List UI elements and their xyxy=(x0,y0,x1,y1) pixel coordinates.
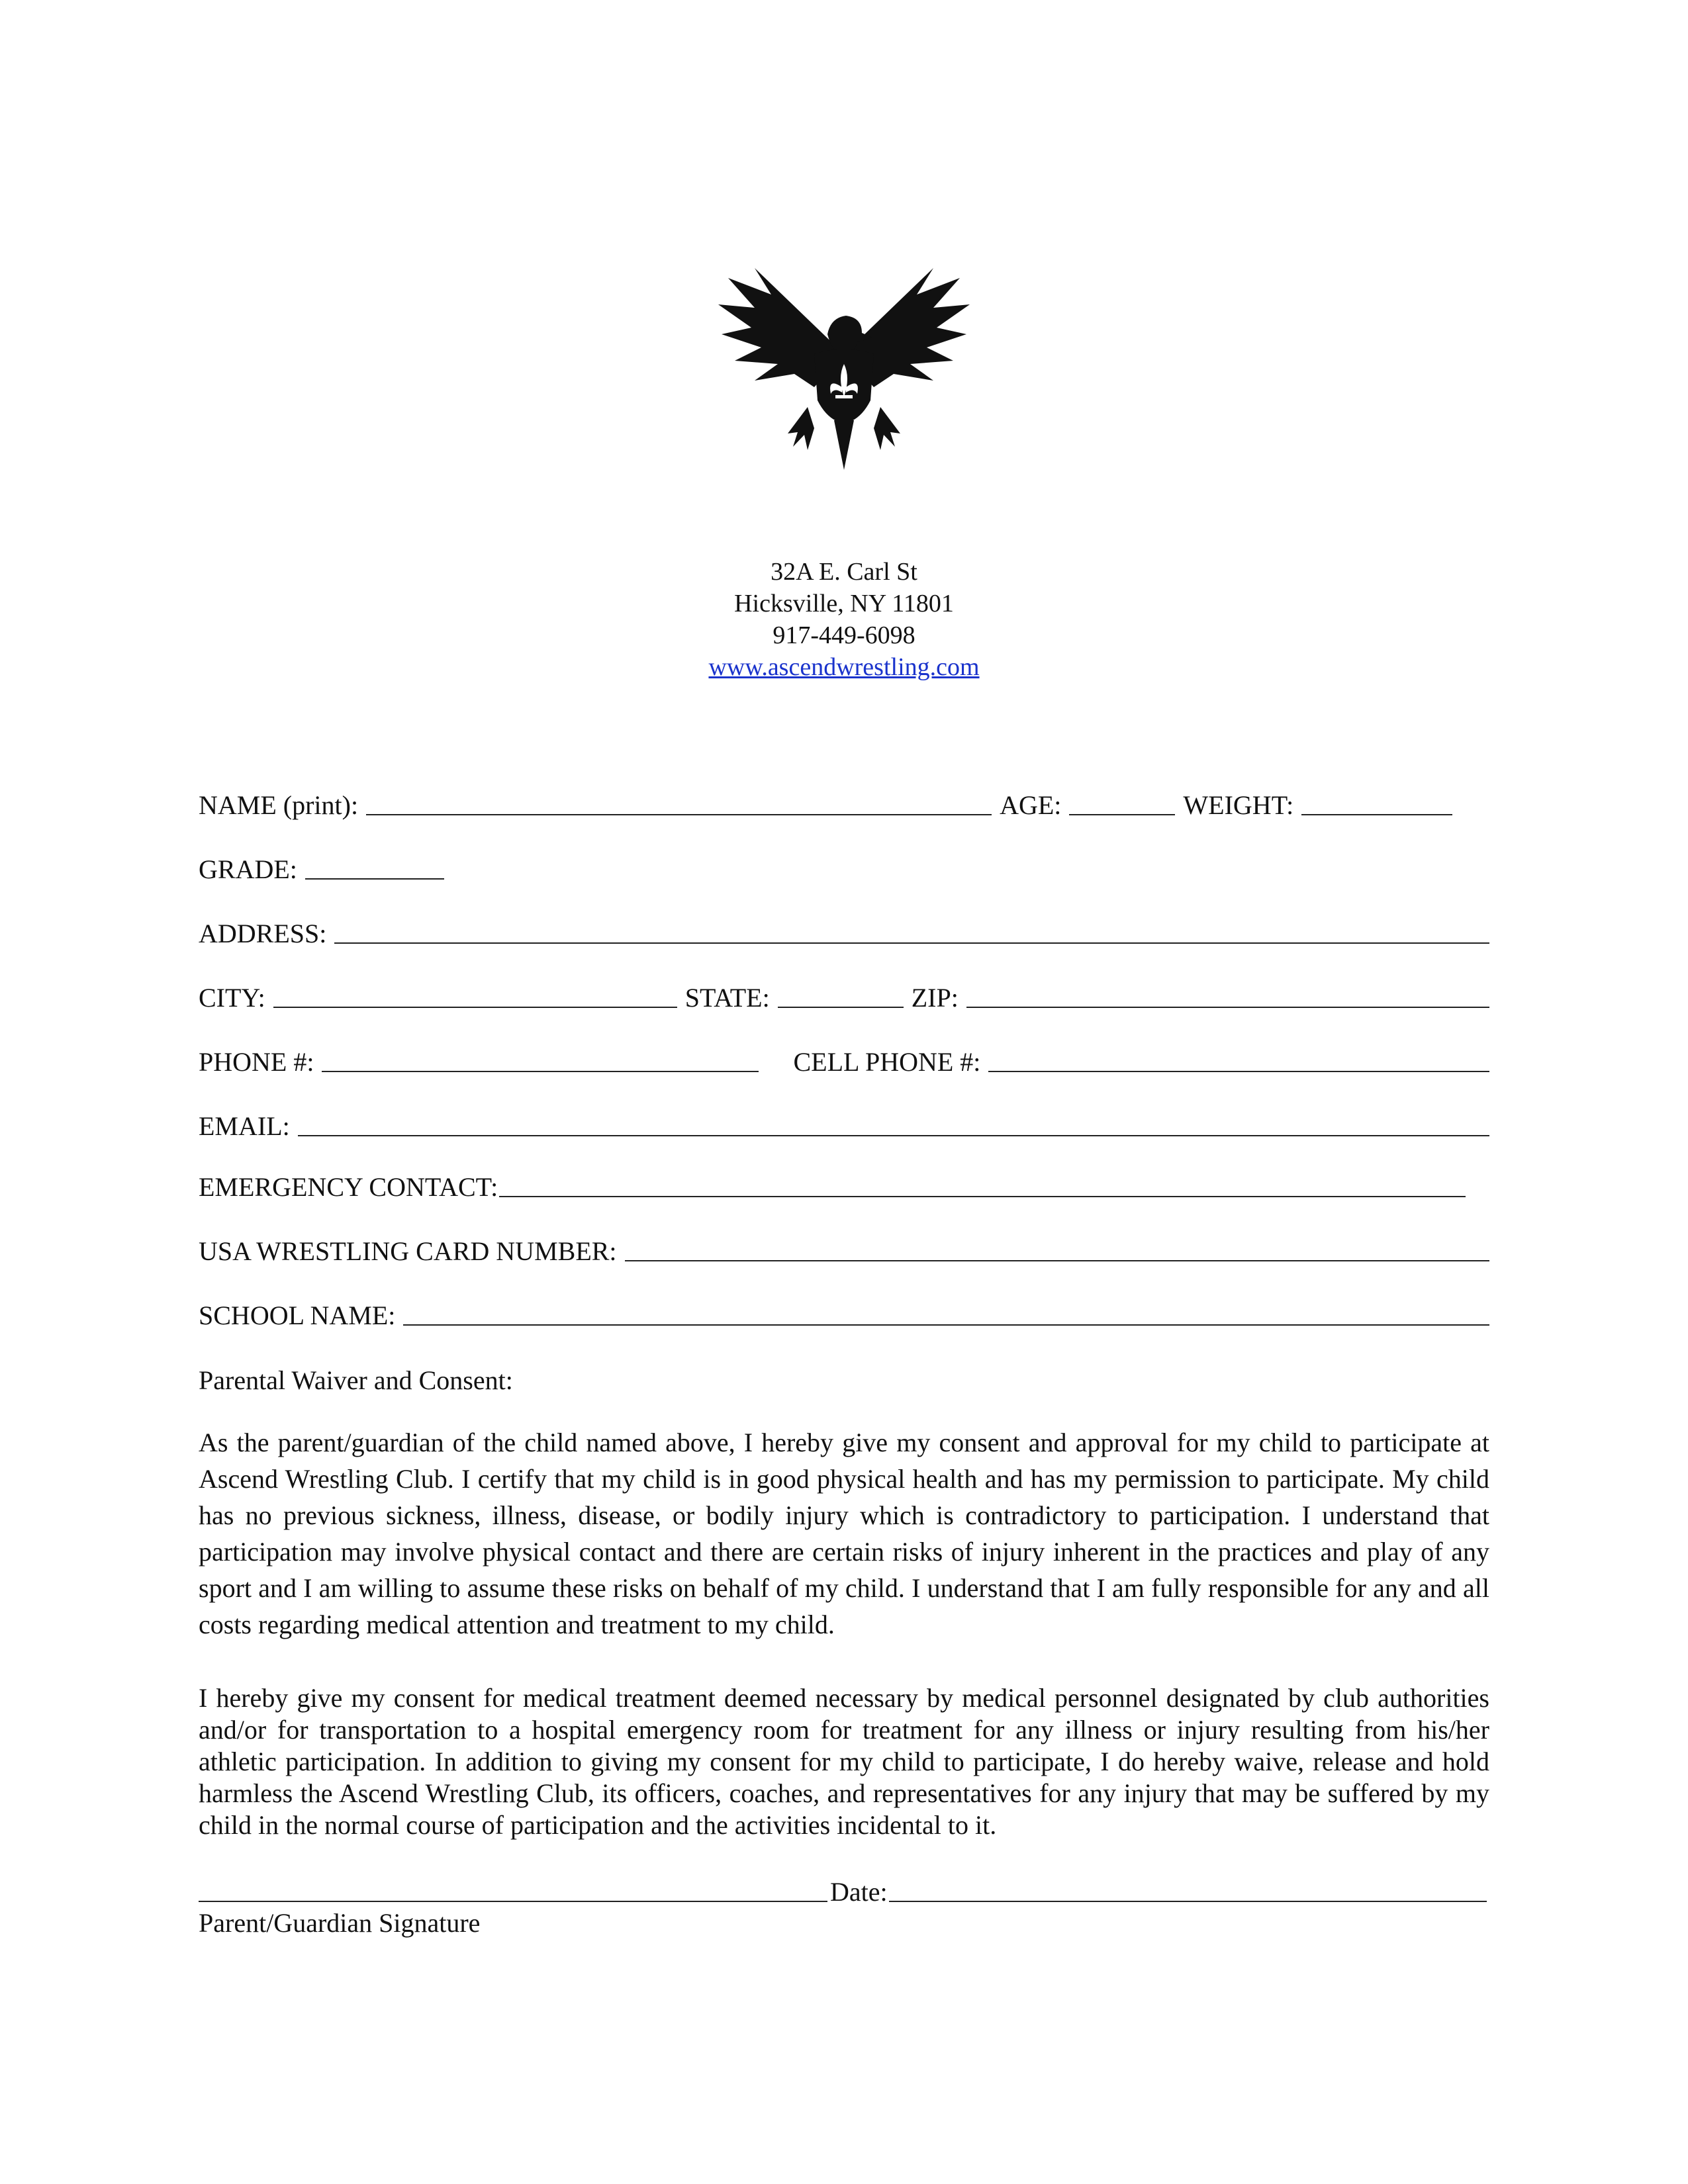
waiver-title: Parental Waiver and Consent: xyxy=(199,1365,513,1395)
signature-date-row xyxy=(199,1874,1489,1907)
date-field[interactable] xyxy=(889,1901,1487,1902)
state-label: STATE: xyxy=(684,983,770,1013)
age-field[interactable] xyxy=(1069,814,1175,815)
usaw-card-field[interactable] xyxy=(625,1260,1489,1261)
waiver-paragraph-1: As the parent/guardian of the child named above, I hereby give my consent and approval for my child to participate at Ascend Wrestling Club. I certify that my child is in good physical health and has my permission to participate. My child has no previous sickness, illness, disease, or bodily injury which is contradictory to participation. I understand that participation may involve physical contact and there are certain risks of injury inherent in the practices and play of any sport and I am willing to assume these risks on behalf of my child. I understand that I am fully responsible for any and all costs regarding medical attention and treatment to my child. xyxy=(199,1428,1489,1639)
city-state-zip: Hicksville, NY 11801 xyxy=(734,590,954,617)
name-label: NAME (print): xyxy=(199,790,359,820)
eagle-logo-icon xyxy=(715,255,973,470)
email-field[interactable] xyxy=(298,1135,1489,1136)
address-row xyxy=(199,916,1489,949)
email-label: EMAIL: xyxy=(199,1111,290,1141)
city-label: CITY: xyxy=(199,983,265,1013)
grade-row xyxy=(199,852,1489,885)
name-age-weight-row xyxy=(199,788,1489,821)
cell-phone-field[interactable] xyxy=(988,1071,1489,1072)
club-website-link[interactable]: www.ascendwrestling.com xyxy=(708,653,980,681)
emergency-contact-label: EMERGENCY CONTACT: xyxy=(199,1172,498,1202)
address-label: ADDRESS: xyxy=(199,919,327,948)
city-state-zip-row xyxy=(199,980,1489,1013)
weight-label: WEIGHT: xyxy=(1183,790,1294,820)
age-label: AGE: xyxy=(1000,790,1062,820)
city-field[interactable] xyxy=(273,1007,677,1008)
grade-label: GRADE: xyxy=(199,854,297,884)
emergency-contact-field[interactable] xyxy=(499,1196,1466,1197)
school-name-row xyxy=(199,1298,1489,1331)
street-address: 32A E. Carl St xyxy=(771,558,917,586)
club-address-block xyxy=(0,556,1688,683)
signature-field[interactable] xyxy=(199,1901,827,1902)
state-field[interactable] xyxy=(778,1007,904,1008)
school-name-field[interactable] xyxy=(403,1324,1489,1326)
phone-field[interactable] xyxy=(322,1071,759,1072)
waiver-paragraph-2: I hereby give my consent for medical treatment deemed necessary by medical personnel designated by club authorities and/or for transportation to a hospital emergency room for treatment for any illness or injury resulting from his/her athletic participation. In addition to giving my consent for my child to participate, I do hereby waive, release and hold harmless the Ascend Wrestling Club, its officers, coaches, and representatives for any injury that may be suffered by my child in the normal course of participation and the activities incidental to it. xyxy=(199,1683,1489,1840)
phone-row xyxy=(199,1044,1489,1077)
grade-field[interactable] xyxy=(305,878,444,880)
zip-field[interactable] xyxy=(966,1007,1489,1008)
weight-field[interactable] xyxy=(1301,814,1452,815)
signature-caption: Parent/Guardian Signature xyxy=(199,1908,481,1938)
phone-label: PHONE #: xyxy=(199,1047,314,1077)
usaw-card-row xyxy=(199,1234,1489,1267)
emergency-contact-row xyxy=(199,1169,1489,1203)
zip-label: ZIP: xyxy=(911,983,959,1013)
school-name-label: SCHOOL NAME: xyxy=(199,1300,396,1330)
eagle-fleur-de-lis-logo xyxy=(715,255,973,470)
usaw-card-label: USA WRESTLING CARD NUMBER: xyxy=(199,1236,617,1266)
address-field[interactable] xyxy=(334,942,1489,944)
email-row xyxy=(199,1109,1489,1142)
name-field[interactable] xyxy=(366,814,992,815)
date-label: Date: xyxy=(830,1877,888,1907)
cell-phone-label: CELL PHONE #: xyxy=(793,1047,981,1077)
club-phone: 917-449-6098 xyxy=(773,621,915,649)
